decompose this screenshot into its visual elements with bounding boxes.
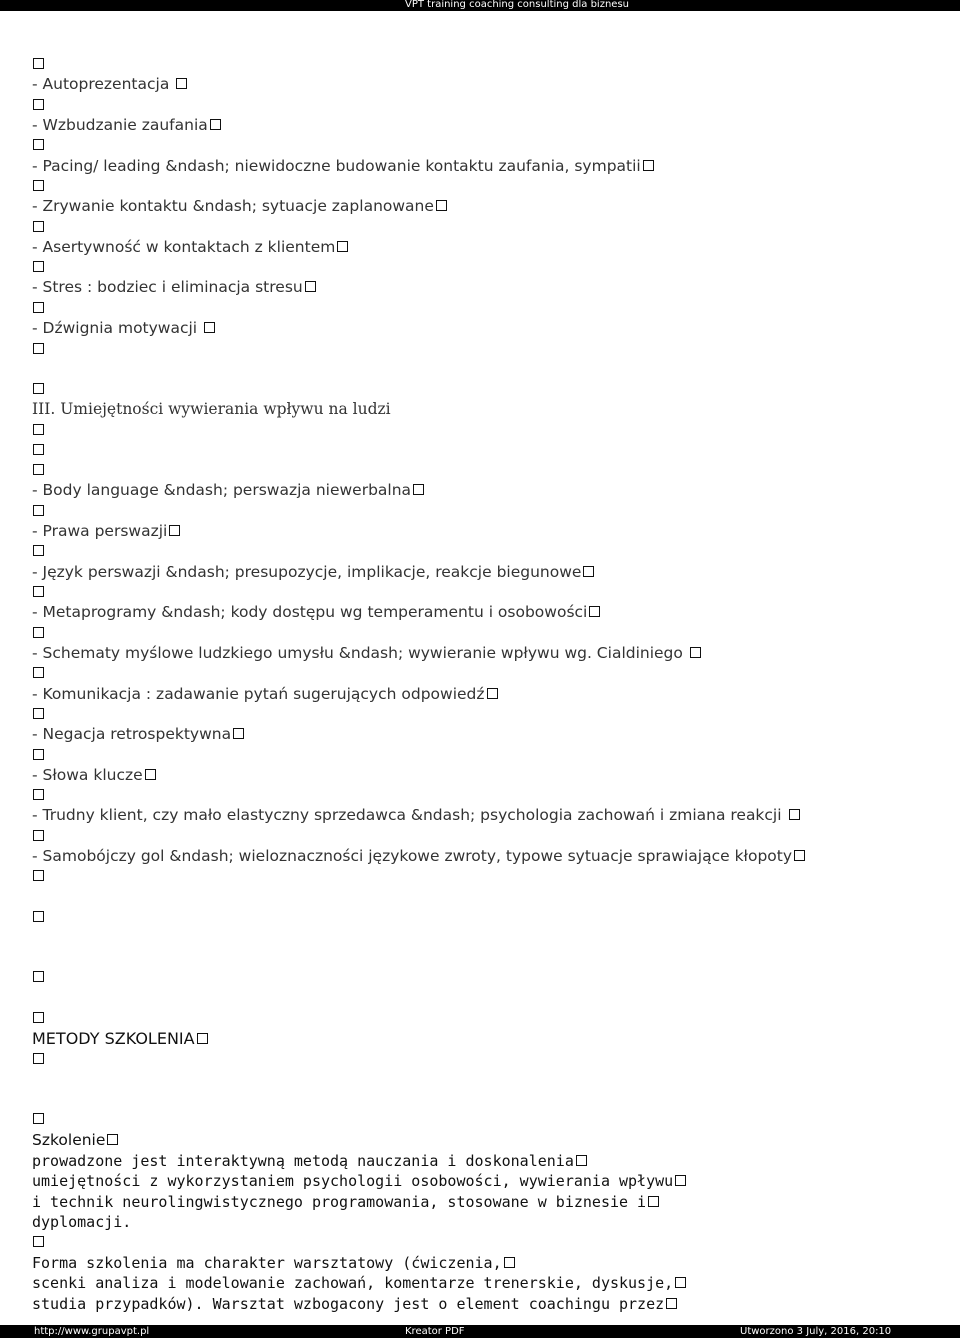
- checkbox-icon: [33, 58, 44, 69]
- list-item-text: - Autoprezentacja: [32, 75, 170, 93]
- checkbox-icon: [33, 789, 44, 800]
- checkbox-icon: [33, 180, 44, 191]
- paragraph-line: [32, 1253, 515, 1273]
- footer-created: Utworzono 3 July, 2016, 20:10: [740, 1326, 892, 1337]
- checkbox-icon: [33, 383, 44, 394]
- list-item-text: - Schematy myślowe ludzkiego umysłu &ndash; wywieranie wpływu wg. Cialdiniego: [32, 644, 683, 662]
- list-item: [32, 481, 424, 499]
- checkbox-icon: [33, 99, 44, 110]
- checkbox-icon: [337, 241, 348, 252]
- checkbox-icon: [675, 1175, 686, 1186]
- paragraph-line: [32, 1192, 659, 1212]
- checkbox-icon: [589, 606, 600, 617]
- list-item-text: - Prawa perswazji: [32, 522, 168, 540]
- list-item: [32, 238, 348, 256]
- paragraph-line-text: scenki analiza i modelowanie zachowań, komentarze trenerskie, dyskusje,: [32, 1274, 674, 1292]
- checkbox-icon: [33, 1012, 44, 1023]
- checkbox-icon: [176, 78, 187, 89]
- page-header: [0, 0, 960, 11]
- checkbox-icon: [33, 340, 44, 358]
- checkbox-icon: [576, 1155, 587, 1166]
- checkbox-icon: [33, 627, 44, 638]
- section-heading-text: III. Umiejętności wywierania wpływu na ludzi: [32, 400, 391, 418]
- checkbox-icon: [413, 484, 424, 495]
- list-item-text: - Asertywność w kontaktach z klientem: [32, 238, 336, 256]
- list-item-text: - Wzbudzanie zaufania: [32, 116, 208, 134]
- paragraph-line: [32, 1212, 131, 1232]
- checkbox-icon: [33, 218, 44, 236]
- list-item: [32, 278, 316, 296]
- list-item: [32, 766, 156, 784]
- list-item: [32, 75, 187, 93]
- checkbox-icon: [487, 688, 498, 699]
- list-item: [32, 685, 498, 703]
- list-item: [32, 725, 244, 743]
- list-item-text: - Metaprogramy &ndash; kody dostępu wg temperamentu i osobowości: [32, 603, 588, 621]
- checkbox-icon: [33, 749, 44, 760]
- checkbox-icon: [145, 769, 156, 780]
- list-item-text: - Zrywanie kontaktu &ndash; sytuacje zaplanowane: [32, 197, 434, 215]
- checkbox-icon: [690, 647, 701, 658]
- checkbox-icon: [33, 870, 44, 881]
- checkbox-icon: [33, 908, 44, 926]
- checkbox-icon: [33, 827, 44, 845]
- checkbox-icon: [233, 728, 244, 739]
- paragraph-line-text: studia przypadków). Warsztat wzbogacony jest o element coachingu przez: [32, 1295, 665, 1313]
- checkbox-icon: [504, 1257, 515, 1268]
- checkbox-icon: [33, 1236, 44, 1247]
- list-item: [32, 116, 221, 134]
- checkbox-icon: [33, 136, 44, 154]
- checkbox-icon: [789, 809, 800, 820]
- checkbox-icon: [33, 1110, 44, 1128]
- checkbox-icon: [794, 850, 805, 861]
- checkbox-icon: [33, 421, 44, 439]
- checkbox-icon: [33, 667, 44, 678]
- list-item: [32, 522, 180, 540]
- checkbox-icon: [33, 624, 44, 642]
- paragraph-line: [32, 1151, 587, 1171]
- list-item-text: - Komunikacja : zadawanie pytań sugerujących odpowiedź: [32, 685, 485, 703]
- checkbox-icon: [675, 1277, 686, 1288]
- checkbox-icon: [33, 545, 44, 556]
- checkbox-icon: [33, 221, 44, 232]
- list-item-text: - Pacing/ leading &ndash; niewidoczne budowanie kontaktu zaufania, sympatii: [32, 157, 641, 175]
- checkbox-icon: [33, 830, 44, 841]
- header-title: VPT training coaching consulting dla biznesu: [405, 0, 629, 10]
- list-item: [32, 319, 215, 337]
- checkbox-icon: [305, 281, 316, 292]
- list-item-text: - Samobójczy gol &ndash; wieloznaczności językowe zwroty, typowe sytuacje sprawiające kłopoty: [32, 847, 793, 865]
- checkbox-icon: [33, 299, 44, 317]
- checkbox-icon: [197, 1033, 208, 1044]
- methods-heading: [32, 1030, 208, 1048]
- checkbox-icon: [583, 566, 594, 577]
- methods-heading-text: METODY SZKOLENIA: [32, 1029, 195, 1048]
- checkbox-icon: [33, 464, 44, 475]
- footer-url: http://www.grupavpt.pl: [34, 1326, 150, 1337]
- checkbox-icon: [33, 746, 44, 764]
- checkbox-icon: [33, 96, 44, 114]
- list-item: [32, 157, 654, 175]
- checkbox-icon: [33, 343, 44, 354]
- checkbox-icon: [33, 505, 44, 516]
- list-item-text: - Dźwignia motywacji: [32, 319, 198, 337]
- checkbox-icon: [643, 160, 654, 171]
- paragraph-line-text: Forma szkolenia ma charakter warsztatowy (ćwiczenia,: [32, 1254, 502, 1272]
- checkbox-icon: [33, 261, 44, 272]
- list-item-text: - Słowa klucze: [32, 766, 143, 784]
- checkbox-icon: [169, 525, 180, 536]
- page-footer: [0, 1325, 960, 1338]
- list-item: [32, 563, 594, 581]
- checkbox-icon: [33, 708, 44, 719]
- checkbox-icon: [666, 1298, 677, 1309]
- list-item: [32, 806, 800, 824]
- checkbox-icon: [436, 200, 447, 211]
- list-item-text: - Body language &ndash; perswazja niewerbalna: [32, 481, 412, 499]
- training-label-text: Szkolenie: [32, 1131, 106, 1149]
- checkbox-icon: [210, 119, 221, 130]
- checkbox-icon: [204, 322, 215, 333]
- checkbox-icon: [33, 461, 44, 479]
- checkbox-icon: [33, 55, 44, 73]
- paragraph-line-text: prowadzone jest interaktywną metodą nauczania i doskonalenia: [32, 1152, 574, 1170]
- checkbox-icon: [33, 1009, 44, 1027]
- checkbox-icon: [33, 586, 44, 597]
- checkbox-icon: [33, 664, 44, 682]
- checkbox-icon: [33, 968, 44, 986]
- footer-creator: Kreator PDF: [405, 1326, 465, 1337]
- checkbox-icon: [33, 258, 44, 276]
- paragraph-line: [32, 1273, 686, 1293]
- checkbox-icon: [33, 139, 44, 150]
- checkbox-icon: [33, 424, 44, 435]
- checkbox-icon: [33, 583, 44, 601]
- list-item-text: - Stres : bodziec i eliminacja stresu: [32, 278, 303, 296]
- checkbox-icon: [33, 1113, 44, 1124]
- list-item-text: - Trudny klient, czy mało elastyczny sprzedawca &ndash; psychologia zachowań i zmiana reakcji: [32, 806, 782, 824]
- checkbox-icon: [33, 971, 44, 982]
- checkbox-icon: [33, 380, 44, 398]
- paragraph-line: [32, 1294, 677, 1314]
- checkbox-icon: [33, 1050, 44, 1068]
- checkbox-icon: [33, 542, 44, 560]
- list-item: [32, 603, 600, 621]
- checkbox-icon: [33, 1233, 44, 1251]
- checkbox-icon: [33, 867, 44, 885]
- checkbox-icon: [33, 1053, 44, 1064]
- checkbox-icon: [33, 444, 44, 455]
- checkbox-icon: [33, 705, 44, 723]
- section-heading: [32, 400, 391, 418]
- training-label: [32, 1130, 118, 1150]
- list-item-text: - Negacja retrospektywna: [32, 725, 232, 743]
- checkbox-icon: [33, 502, 44, 520]
- checkbox-icon: [33, 177, 44, 195]
- list-item: [32, 847, 805, 865]
- paragraph-line-text: umiejętności z wykorzystaniem psychologii osobowości, wywierania wpływu: [32, 1172, 674, 1190]
- checkbox-icon: [33, 302, 44, 313]
- checkbox-icon: [33, 786, 44, 804]
- checkbox-icon: [33, 911, 44, 922]
- checkbox-icon: [648, 1196, 659, 1207]
- paragraph-line-text: dyplomacji.: [32, 1213, 132, 1231]
- paragraph-line-text: i technik neurolingwistycznego programowania, stosowane w biznesie i: [32, 1193, 647, 1211]
- list-item-text: - Język perswazji &ndash; presupozycje, implikacje, reakcje biegunowe: [32, 563, 582, 581]
- list-item: [32, 197, 447, 215]
- paragraph-line: [32, 1171, 686, 1191]
- checkbox-icon: [107, 1134, 118, 1145]
- list-item: [32, 644, 701, 662]
- checkbox-icon: [33, 441, 44, 459]
